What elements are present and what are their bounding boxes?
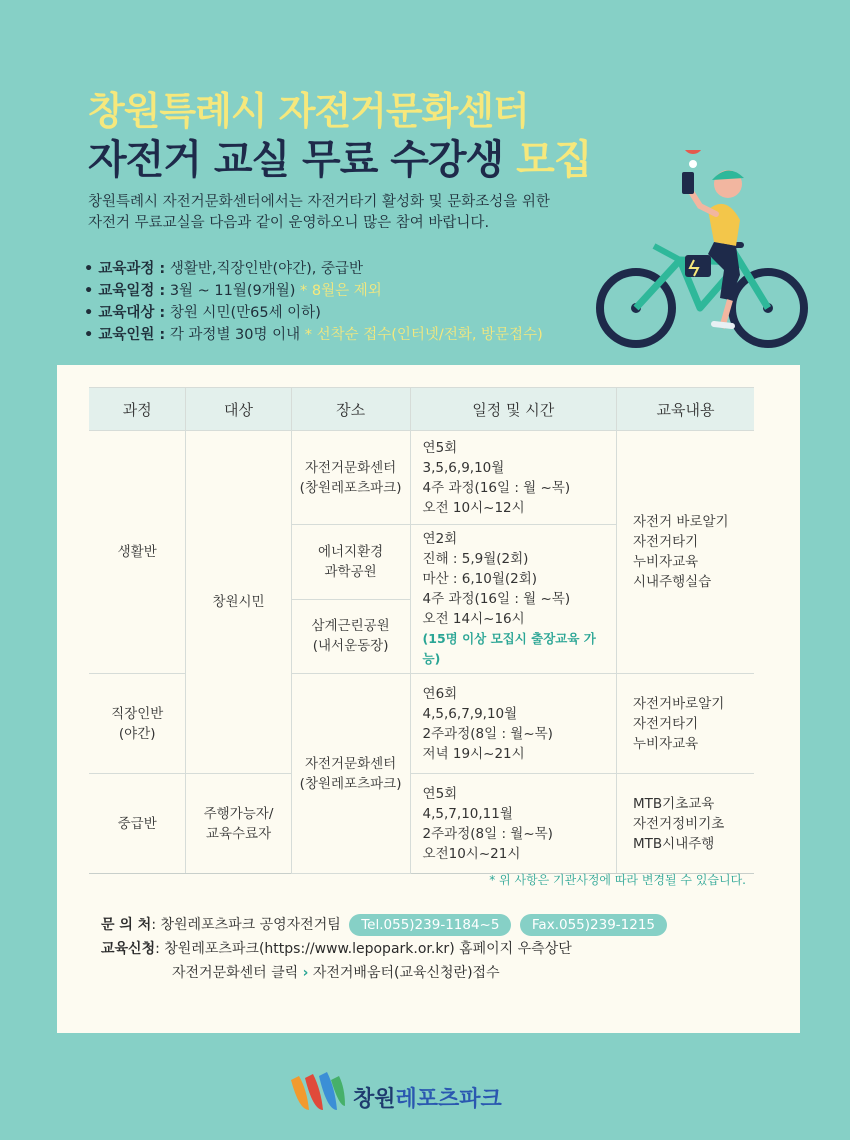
schedule-cell — [410, 525, 616, 674]
intro-line-1: 창원특례시 자전거문화센터에서는 자전거타기 활성화 및 문화조성을 위한 — [88, 194, 550, 210]
schedule-note: (15명 이상 모집시 출장교육 가능) — [422, 631, 596, 666]
table-header-row — [89, 388, 754, 431]
intro-line-2: 자전거 무료교실을 다음과 같이 운영하오니 많은 참여 바랍니다. — [88, 215, 490, 231]
footnote: * 위 사항은 기관사정에 따라 변경될 수 있습니다. — [489, 873, 746, 887]
target-cell: 창원시민 — [186, 431, 291, 774]
apply-label: 교육신청 — [101, 941, 156, 957]
schedule-table — [89, 387, 754, 874]
schedule-cell: 연6회 4,5,6,7,9,10월 2주과정(8일 : 월~목) 저녁 19시~21시 — [410, 674, 616, 774]
table-row — [89, 431, 754, 525]
intro-text — [88, 192, 568, 234]
apply-step-1: 자전거문화센터 클릭 — [172, 965, 299, 981]
table-row — [89, 774, 754, 874]
place-cell: 자전거문화센터 (창원레포츠파크) — [291, 674, 410, 874]
bullet-value: 생활반,직장인반(야간), 중급반 — [169, 261, 364, 277]
content-cell: 자전거 바로알기 자전거타기 누비자교육 시내주행실습 — [617, 431, 754, 674]
subtitle-highlight: 모집 — [516, 137, 592, 183]
inquiry-row — [101, 913, 667, 937]
chevron-right-icon: › — [302, 965, 309, 981]
logo-text-part1: 창원 — [353, 1087, 396, 1112]
apply-row — [101, 937, 667, 961]
inquiry-label: 문 의 처 — [101, 917, 152, 933]
page-subtitle — [88, 128, 591, 185]
header-course: 과정 — [89, 388, 186, 431]
footer-logo — [285, 1070, 545, 1120]
bullet-schedule — [84, 280, 543, 302]
bullet-value: 각 과정별 30명 이내 — [169, 327, 301, 343]
place-cell: 에너지환경 과학공원 — [291, 525, 410, 600]
apply-row-2 — [101, 961, 667, 985]
bullet-label: • 교육과정 : — [84, 261, 166, 277]
bullet-capacity — [84, 324, 543, 346]
target-cell: 주행가능자/ 교육수료자 — [186, 774, 291, 874]
bullet-label: • 교육인원 : — [84, 327, 166, 343]
cyclist-illustration — [590, 150, 810, 350]
contact-info — [101, 913, 667, 985]
header-schedule: 일정 및 시간 — [410, 388, 616, 431]
tel-badge[interactable]: Tel.055)239-1184~5 — [349, 914, 511, 936]
place-cell: 삼계근린공원 (내서운동장) — [291, 599, 410, 674]
course-cell: 생활반 — [89, 431, 186, 674]
content-panel — [57, 365, 800, 1033]
content-cell: 자전거바로알기 자전거타기 누비자교육 — [617, 674, 754, 774]
header-place: 장소 — [291, 388, 410, 431]
logo-mark-icon — [285, 1070, 349, 1116]
place-cell: 자전거문화센터 (창원레포츠파크) — [291, 431, 410, 525]
content-cell: MTB기초교육 자전거정비기초 MTB시내주행 — [617, 774, 754, 874]
header-target: 대상 — [186, 388, 291, 431]
apply-text: : 창원레포츠파크(https://www.lepopark.or.kr) 홈페이지 우측상단 — [155, 941, 572, 957]
bullet-target — [84, 302, 543, 324]
bullet-course — [84, 258, 543, 280]
schedule-text: 연2회 진해 : 5,9월(2회) 마산 : 6,10월(2회) 4주 과정(16일 : 월 ~목) 오전 14시~16시 — [422, 531, 571, 627]
schedule-cell: 연5회 4,5,7,10,11월 2주과정(8일 : 월~목) 오전10시~21시 — [410, 774, 616, 874]
subtitle-main: 자전거 교실 무료 수강생 — [88, 137, 504, 183]
bullet-label: • 교육일정 : — [84, 283, 166, 299]
schedule-cell: 연5회 3,5,6,9,10월 4주 과정(16일 : 월 ~목) 오전 10시~12시 — [410, 431, 616, 525]
fax-badge: Fax.055)239-1215 — [520, 914, 667, 936]
bullet-value: 3월 ~ 11월(9개월) — [169, 283, 296, 299]
inquiry-text: : 창원레포츠파크 공영자전거팀 — [151, 917, 341, 933]
bullet-note: * 8월은 제외 — [300, 283, 382, 299]
course-cell: 중급반 — [89, 774, 186, 874]
info-bullets — [84, 258, 543, 346]
bullet-value: 창원 시민(만65세 이하) — [169, 305, 321, 321]
bullet-note: * 선착순 접수(인터넷/전화, 방문접수) — [304, 327, 543, 343]
apply-step-2: 자전거배움터(교육신청란)접수 — [312, 965, 500, 981]
page-title: 창원특례시 자전거문화센터 — [88, 89, 529, 133]
bullet-label: • 교육대상 : — [84, 305, 166, 321]
logo-text-part2: 레포츠파크 — [395, 1087, 502, 1112]
logo-text — [353, 1082, 502, 1113]
course-cell: 직장인반 (야간) — [89, 674, 186, 774]
header-content: 교육내용 — [617, 388, 754, 431]
